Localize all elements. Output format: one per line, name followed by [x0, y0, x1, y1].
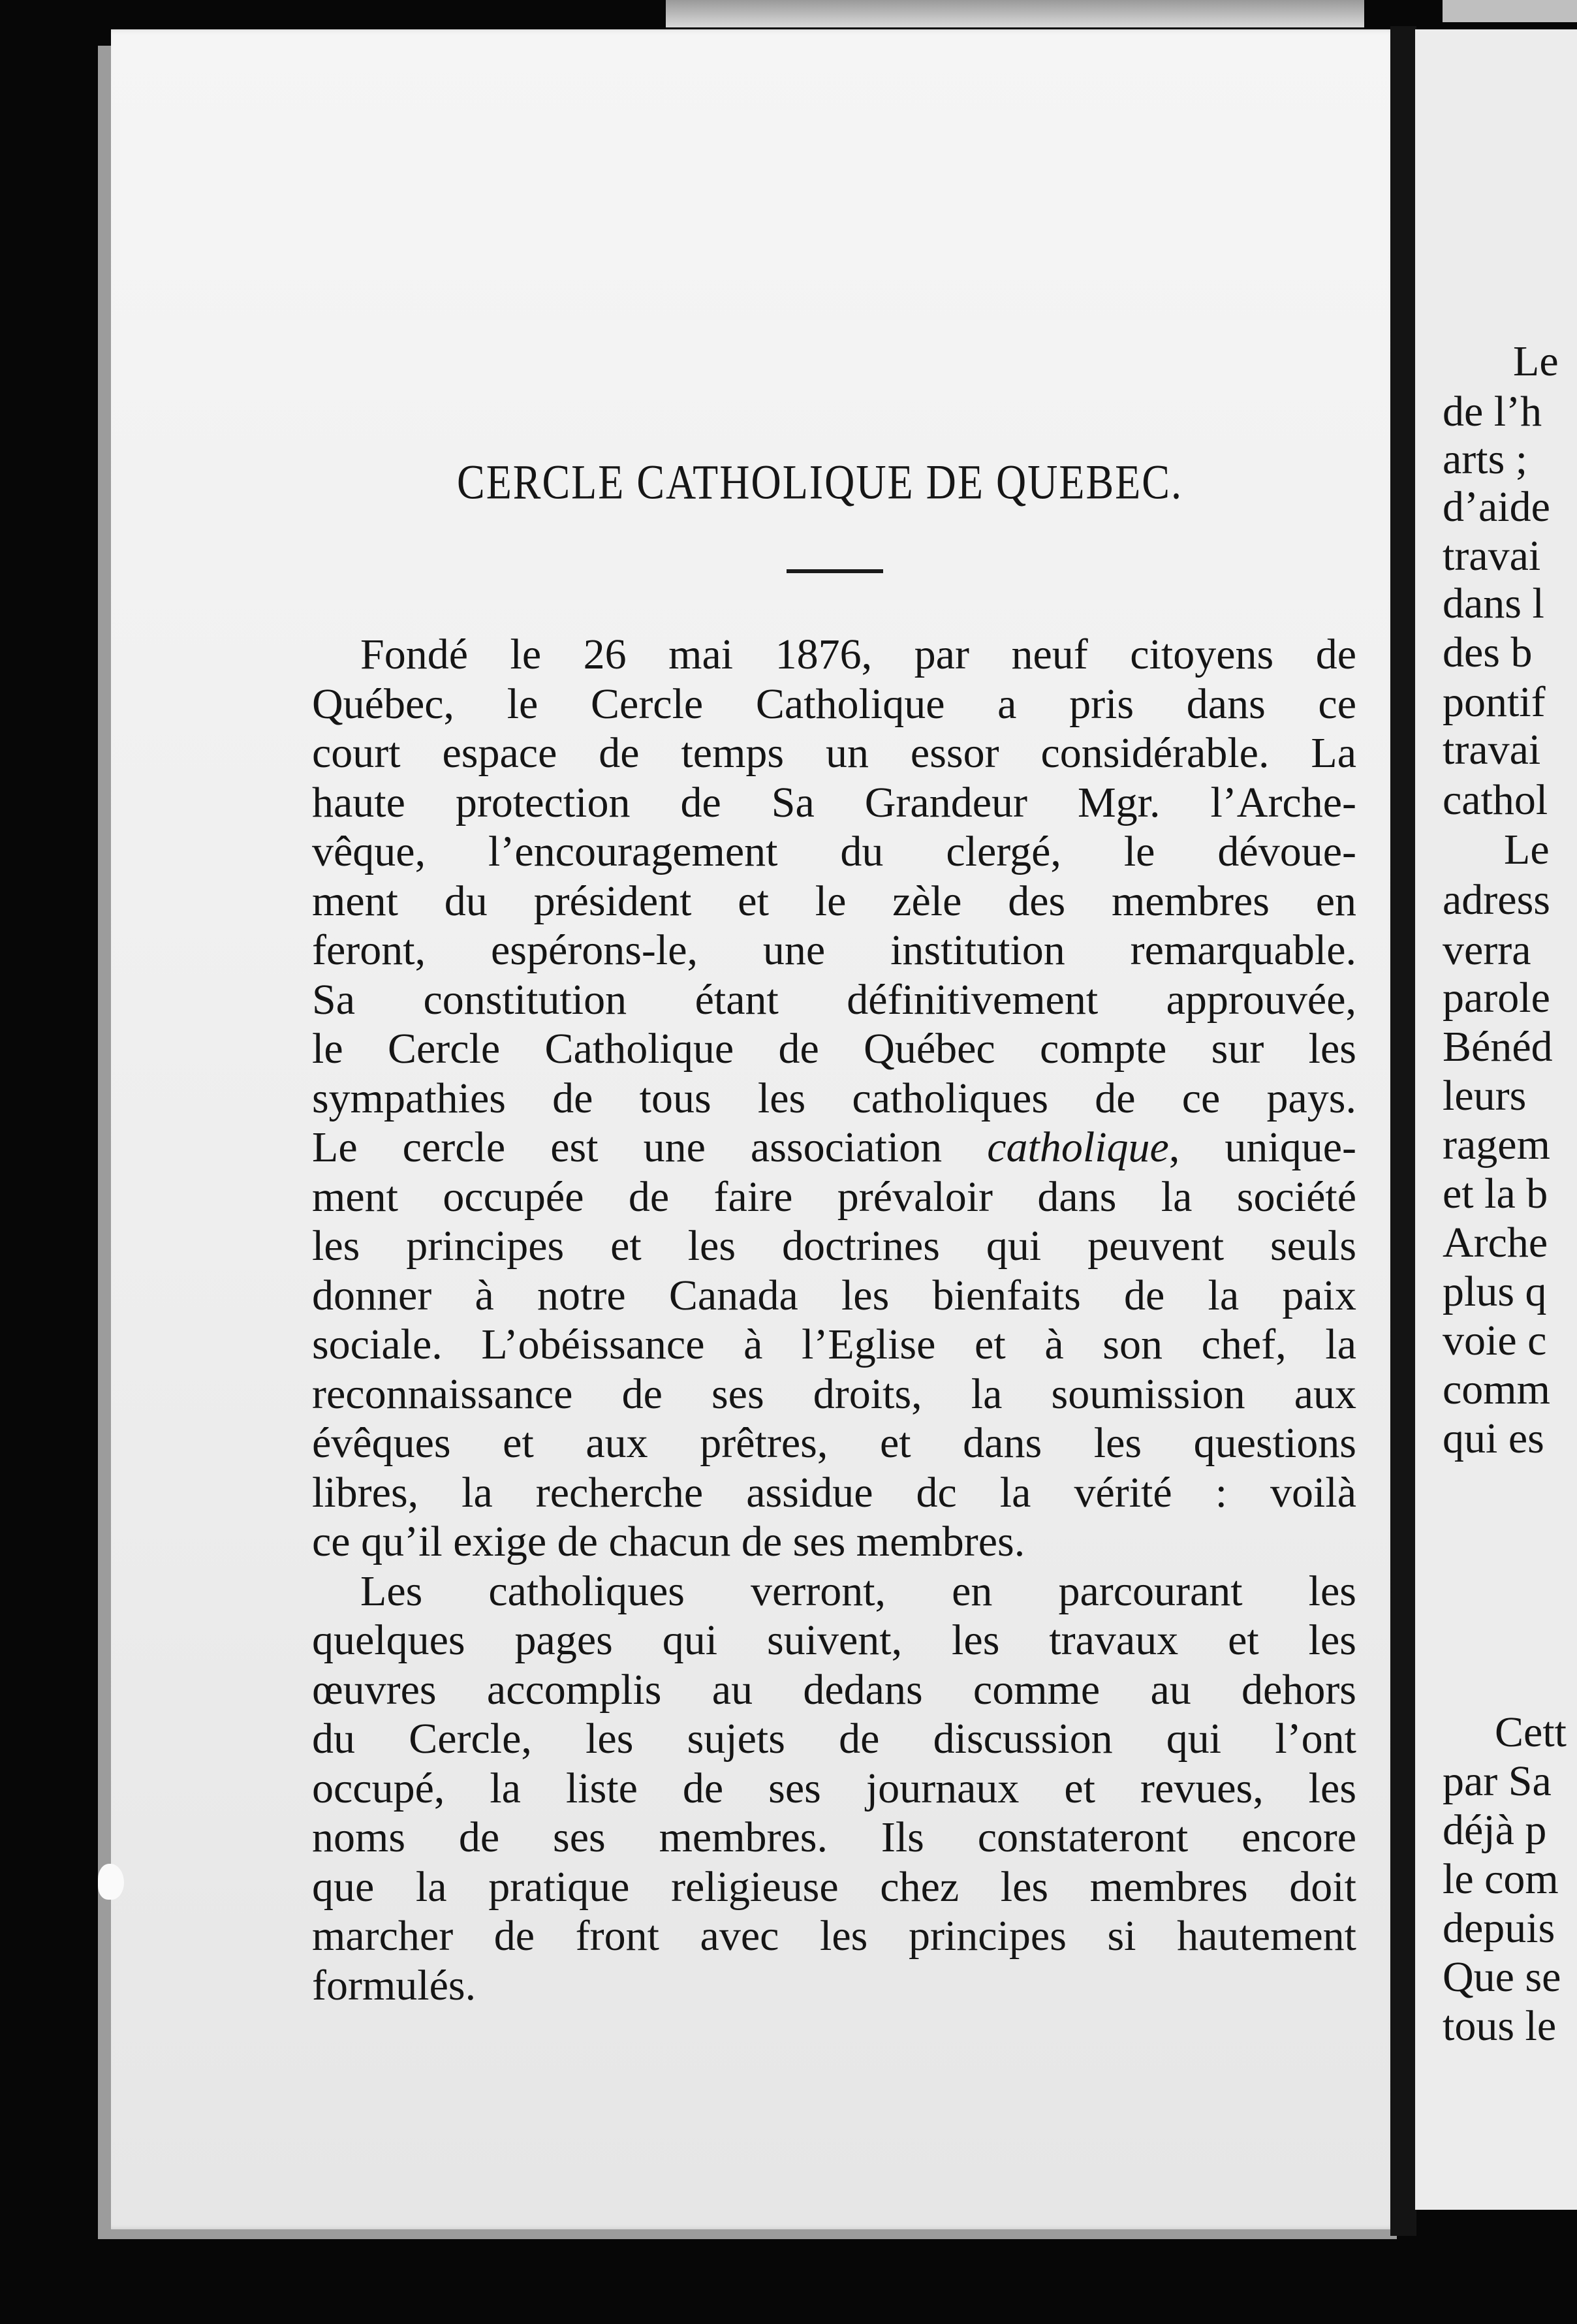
text-segment: , unique-	[1168, 1123, 1356, 1171]
paper-spot	[98, 1864, 124, 1900]
text-line: marcher de front avec les principes si hautement	[312, 1912, 1356, 1960]
right-fragment: des b	[1443, 629, 1533, 676]
adjacent-page-edge	[666, 0, 1364, 27]
adjacent-page-edge-right	[1443, 0, 1577, 22]
right-fragment: le com	[1443, 1855, 1559, 1903]
right-fragment: Le	[1513, 338, 1559, 385]
text-line: sympathies de tous les catholiques de ce pays.	[312, 1074, 1356, 1122]
right-fragment: pontif	[1443, 678, 1546, 726]
text-line: le Cercle Catholique de Québec compte sur les	[312, 1025, 1356, 1073]
text-line: du Cercle, les sujets de discussion qui l’ont	[312, 1715, 1356, 1763]
right-fragment: Cett	[1495, 1708, 1567, 1756]
right-fragment: Bénéd	[1443, 1023, 1553, 1071]
italic-word: catholique	[987, 1123, 1169, 1171]
text-line: évêques et aux prêtres, et dans les questions	[312, 1419, 1356, 1467]
right-fragment: adress	[1443, 876, 1550, 924]
right-fragment: dans l	[1443, 580, 1544, 627]
text-line: les principes et les doctrines qui peuvent seuls	[312, 1222, 1356, 1270]
right-fragment: voie c	[1443, 1317, 1547, 1364]
right-fragment: leurs	[1443, 1072, 1527, 1120]
text-segment: Le cercle est une association	[312, 1123, 988, 1171]
text-line: formulés.	[312, 1961, 476, 2009]
title-rule	[787, 569, 883, 573]
text-line: occupé, la liste de ses journaux et revues, les	[312, 1764, 1356, 1812]
text-line: reconnaissance de ses droits, la soumission aux	[312, 1370, 1356, 1418]
book-gutter	[1390, 26, 1416, 2236]
text-line: feront, espérons-le, une institution remarquable.	[312, 926, 1356, 974]
right-fragment: comm	[1443, 1366, 1550, 1413]
right-fragment: Le	[1504, 826, 1550, 873]
right-fragment: d’aide	[1443, 483, 1550, 531]
text-line: donner à notre Canada les bienfaits de la paix	[312, 1271, 1356, 1319]
text-line: Sa constitution étant définitivement approuvée,	[312, 975, 1356, 1024]
right-fragment: par Sa	[1443, 1757, 1552, 1805]
right-fragment: de l’h	[1443, 388, 1542, 435]
right-fragment: déjà p	[1443, 1806, 1547, 1854]
text-line: Fondé le 26 mai 1876, par neuf citoyens de	[360, 631, 1356, 678]
text-line: court espace de temps un essor considérable. La	[312, 729, 1356, 777]
text-line: ment du président et le zèle des membres en	[312, 877, 1356, 925]
text-line: libres, la recherche assidue dc la vérité : voilà	[312, 1468, 1356, 1516]
text-line: que la pratique religieuse chez les membres doit	[312, 1862, 1356, 1911]
right-fragment: travai	[1443, 726, 1541, 774]
right-fragment: Arche	[1443, 1219, 1548, 1266]
right-fragment: ragem	[1443, 1121, 1550, 1169]
text-line: quelques pages qui suivent, les travaux et les	[312, 1616, 1356, 1664]
right-fragment: verra	[1443, 926, 1531, 974]
right-fragment: travai	[1443, 532, 1541, 580]
page-title: CERCLE CATHOLIQUE DE QUEBEC.	[457, 454, 1183, 509]
right-fragment: arts ;	[1443, 435, 1528, 483]
text-line: sociale. L’obéissance à l’Eglise et à son chef, la	[312, 1321, 1356, 1368]
text-line: œuvres accomplis au dedans comme au dehors	[312, 1665, 1356, 1714]
right-fragment: parole	[1443, 974, 1550, 1022]
right-fragment: tous le	[1443, 2002, 1557, 2050]
text-line: vêque, l’encouragement du clergé, le dévoue-	[312, 828, 1356, 875]
text-line: noms de ses membres. Ils constateront encore	[312, 1814, 1356, 1861]
right-fragment: qui es	[1443, 1415, 1544, 1462]
text-line: haute protection de Sa Grandeur Mgr. l’Arche-	[312, 778, 1356, 826]
right-fragment: plus q	[1443, 1268, 1547, 1315]
right-fragment: cathol	[1443, 776, 1548, 824]
text-line: ce qu’il exige de chacun de ses membres.	[312, 1518, 1025, 1565]
right-fragment: et la b	[1443, 1170, 1548, 1217]
body-text	[312, 630, 1356, 2010]
right-fragment: Que se	[1443, 1953, 1561, 2001]
right-fragment: depuis	[1443, 1904, 1555, 1952]
text-line: ment occupée de faire prévaloir dans la société	[312, 1172, 1356, 1221]
text-line: Les catholiques verront, en parcourant les	[360, 1567, 1356, 1615]
text-line: Québec, le Cercle Catholique a pris dans ce	[312, 680, 1356, 728]
text-line-mixed	[312, 1123, 1356, 1172]
